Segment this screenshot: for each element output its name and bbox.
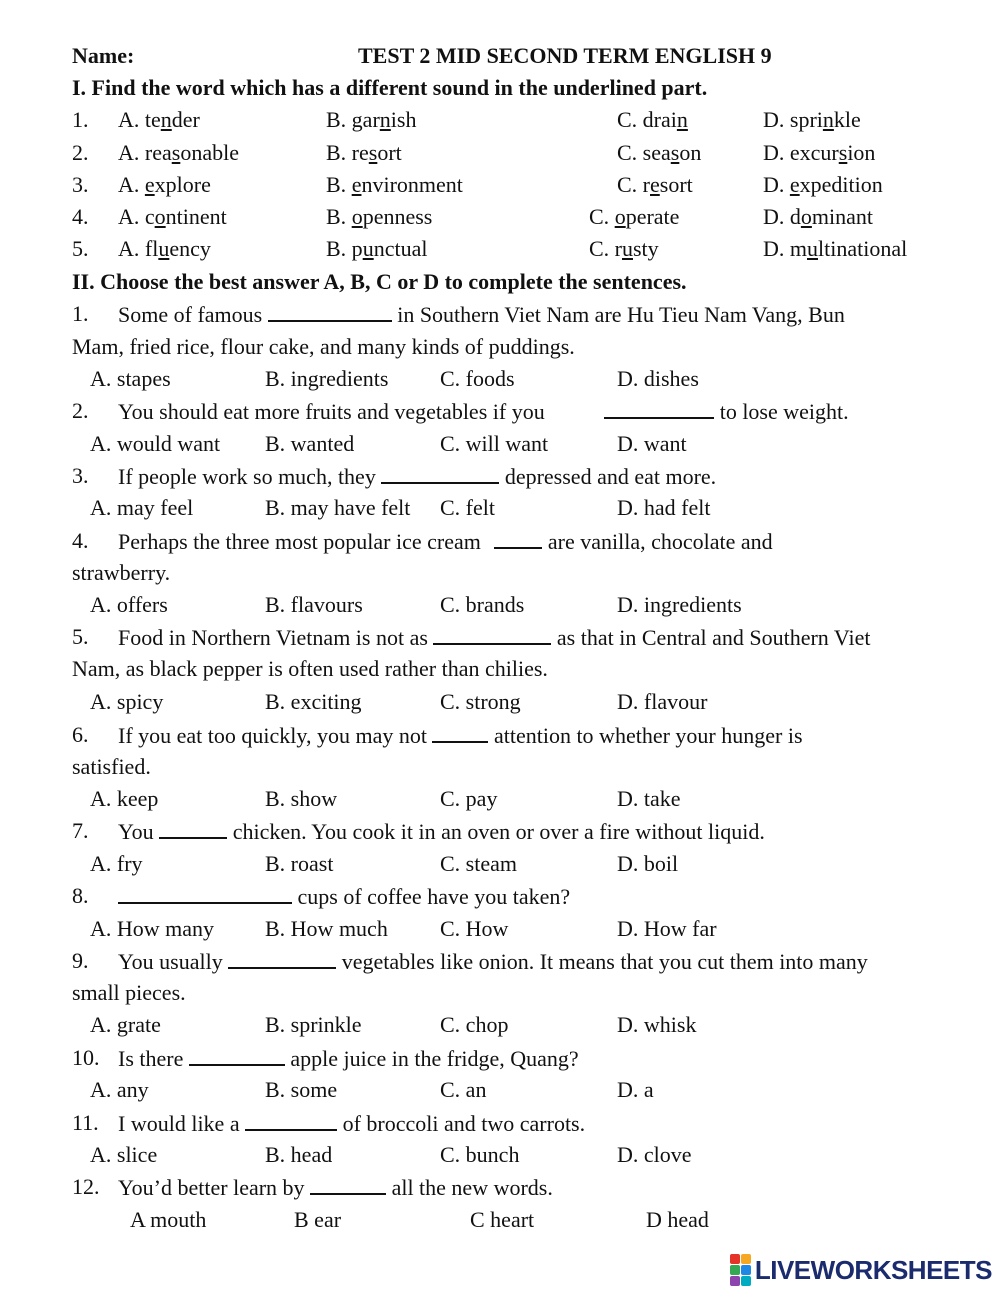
answer-option xyxy=(763,235,907,263)
underlined-part: s xyxy=(368,140,378,165)
option-text: C. drai xyxy=(617,107,677,132)
answer-option xyxy=(617,171,693,199)
question-number: 6. xyxy=(72,722,89,747)
answer-blank xyxy=(245,1109,337,1131)
option-text: A. xyxy=(118,172,145,197)
option-text: kle xyxy=(833,107,861,132)
question-stem xyxy=(118,623,870,652)
stem-text: vegetables like onion. It means that you cut them into many xyxy=(341,949,868,974)
answer-option: A. stapes xyxy=(90,366,171,391)
answer-option: C. brands xyxy=(440,592,525,617)
question-number: 5. xyxy=(72,236,89,261)
option-text: ltinational xyxy=(818,236,908,261)
stem-text: chicken. You cook it in an oven or over a fire without liquid. xyxy=(232,819,765,844)
answer-option: B. flavours xyxy=(265,592,363,617)
underlined-part: n xyxy=(379,107,391,132)
answer-option: B. some xyxy=(265,1077,338,1102)
answer-option: B ear xyxy=(294,1207,342,1232)
question-number: 10. xyxy=(72,1045,100,1070)
option-text: C. r xyxy=(589,236,622,261)
answer-option xyxy=(763,139,875,167)
answer-option: B. ingredients xyxy=(265,366,389,391)
option-text: D. spri xyxy=(763,107,823,132)
answer-blank xyxy=(494,527,542,549)
stem-text: Food in Northern Vietnam is not as xyxy=(118,625,428,650)
underlined-part: o xyxy=(614,204,626,229)
underlined-part: s xyxy=(171,140,181,165)
option-text: B. re xyxy=(326,140,369,165)
answer-blank xyxy=(228,947,336,969)
answer-option: C. strong xyxy=(440,689,521,714)
answer-option xyxy=(326,106,416,134)
question-stem xyxy=(118,397,849,426)
answer-option: D. whisk xyxy=(617,1012,697,1037)
underlined-part: e xyxy=(650,172,660,197)
option-text: penness xyxy=(362,204,433,229)
answer-option: D. want xyxy=(617,431,687,456)
stem-text: cups of coffee have you taken? xyxy=(297,884,571,909)
answer-blank xyxy=(159,817,227,839)
question-number: 5. xyxy=(72,624,89,649)
answer-option xyxy=(326,171,463,199)
answer-option xyxy=(617,139,701,167)
option-text: B. xyxy=(326,172,352,197)
option-text: ency xyxy=(169,236,211,261)
option-text: perate xyxy=(625,204,680,229)
underlined-part: o xyxy=(351,204,363,229)
answer-option: C. foods xyxy=(440,366,515,391)
answer-option: B. exciting xyxy=(265,689,362,714)
answer-blank xyxy=(432,721,488,743)
logo-square xyxy=(741,1254,751,1264)
option-text: B. xyxy=(326,204,352,229)
option-text: D. xyxy=(763,172,790,197)
logo-square xyxy=(741,1276,751,1286)
question-number: 2. xyxy=(72,140,89,165)
underlined-part: o xyxy=(800,204,812,229)
stem-text: You xyxy=(118,819,154,844)
question-number: 12. xyxy=(72,1174,100,1199)
answer-option: A. How many xyxy=(90,916,215,941)
stem-text: You usually xyxy=(118,949,223,974)
answer-blank xyxy=(381,462,499,484)
option-text: D. d xyxy=(763,204,801,229)
question-stem xyxy=(118,1109,585,1138)
answer-option: D. boil xyxy=(617,851,679,876)
option-text: D. excur xyxy=(763,140,839,165)
question-stem xyxy=(118,462,716,491)
stem-text: Is there xyxy=(118,1046,184,1071)
option-text: ish xyxy=(390,107,417,132)
option-text: nctual xyxy=(373,236,428,261)
answer-option xyxy=(589,235,659,263)
stem-text: are vanilla, chocolate and xyxy=(547,529,773,554)
logo-square xyxy=(730,1276,740,1286)
option-text: onable xyxy=(180,140,239,165)
logo-square xyxy=(741,1265,751,1275)
option-text: xplore xyxy=(154,172,211,197)
option-text: on xyxy=(679,140,702,165)
question-stem xyxy=(118,721,803,750)
question-number: 1. xyxy=(72,301,89,326)
stem-text: Perhaps the three most popular ice cream xyxy=(118,529,481,554)
answer-option xyxy=(326,235,427,263)
option-text: ion xyxy=(847,140,876,165)
question-stem xyxy=(118,817,765,846)
stem-text: apple juice in the fridge, Quang? xyxy=(290,1046,579,1071)
question-stem-continued: Nam, as black pepper is often used rather than chilies. xyxy=(72,656,548,681)
underlined-part: n xyxy=(160,107,172,132)
option-text: B. p xyxy=(326,236,363,261)
answer-blank xyxy=(268,300,392,322)
question-number: 4. xyxy=(72,528,89,553)
answer-option: D. had felt xyxy=(617,495,711,520)
option-text: C. xyxy=(589,204,615,229)
stem-text: I would like a xyxy=(118,1111,240,1136)
stem-text: If you eat too quickly, you may not xyxy=(118,723,427,748)
option-text: ntinent xyxy=(165,204,227,229)
answer-option: B. show xyxy=(265,786,338,811)
answer-option: C. will want xyxy=(440,431,549,456)
answer-option: C. pay xyxy=(440,786,498,811)
option-text: A. fl xyxy=(118,236,159,261)
underlined-part: s xyxy=(838,140,848,165)
brand-text: LIVEWORKSHEETS xyxy=(754,1254,992,1285)
underlined-part: n xyxy=(822,107,834,132)
answer-option: C. How xyxy=(440,916,509,941)
question-number: 7. xyxy=(72,818,89,843)
option-text: C. sea xyxy=(617,140,671,165)
answer-option: D. take xyxy=(617,786,681,811)
option-text: minant xyxy=(811,204,873,229)
question-number: 9. xyxy=(72,948,89,973)
answer-blank xyxy=(310,1173,386,1195)
answer-option xyxy=(118,139,239,167)
option-text: B. gar xyxy=(326,107,380,132)
stem-text: all the new words. xyxy=(391,1175,553,1200)
option-text: xpedition xyxy=(799,172,883,197)
answer-option: D. ingredients xyxy=(617,592,742,617)
answer-option xyxy=(617,106,688,134)
answer-option: C. steam xyxy=(440,851,517,876)
answer-option: D. clove xyxy=(617,1142,692,1167)
answer-option xyxy=(118,171,211,199)
answer-option xyxy=(589,203,679,231)
answer-option xyxy=(763,171,883,199)
answer-option: A. slice xyxy=(90,1142,158,1167)
answer-option: A. offers xyxy=(90,592,168,617)
answer-option: D. flavour xyxy=(617,689,708,714)
liveworksheets-logo-icon xyxy=(730,1254,751,1286)
question-number: 4. xyxy=(72,204,89,229)
answer-option: C. chop xyxy=(440,1012,509,1037)
part2-heading: II. Choose the best answer A, B, C or D to complete the sentences. xyxy=(72,269,687,294)
answer-option: B. How much xyxy=(265,916,388,941)
answer-option xyxy=(326,203,432,231)
logo-square xyxy=(730,1265,740,1275)
option-text: A. c xyxy=(118,204,155,229)
stem-text: to lose weight. xyxy=(719,399,849,424)
answer-option xyxy=(118,235,211,263)
liveworksheets-brand xyxy=(730,1254,992,1286)
part1-heading: I. Find the word which has a different sound in the underlined part. xyxy=(72,75,708,100)
answer-blank xyxy=(604,397,714,419)
answer-option: A. any xyxy=(90,1077,149,1102)
question-number: 11. xyxy=(72,1110,99,1135)
stem-text: of broccoli and two carrots. xyxy=(342,1111,586,1136)
test-title: TEST 2 MID SECOND TERM ENGLISH 9 xyxy=(358,43,772,68)
underlined-part: u xyxy=(807,236,818,261)
answer-option: A. grate xyxy=(90,1012,161,1037)
question-number: 3. xyxy=(72,172,89,197)
question-stem-continued: Mam, fried rice, flour cake, and many kinds of puddings. xyxy=(72,334,575,359)
question-number: 1. xyxy=(72,107,89,132)
answer-option: D. a xyxy=(617,1077,654,1102)
stem-text: depressed and eat more. xyxy=(504,464,717,489)
question-stem xyxy=(118,300,845,329)
option-text: C. r xyxy=(617,172,650,197)
answer-option xyxy=(326,139,402,167)
answer-option xyxy=(763,106,861,134)
question-stem-continued: satisfied. xyxy=(72,754,151,779)
answer-option: A. keep xyxy=(90,786,159,811)
answer-option: A. spicy xyxy=(90,689,164,714)
question-stem-continued: small pieces. xyxy=(72,980,186,1005)
stem-text: in Southern Viet Nam are Hu Tieu Nam Vang, Bun xyxy=(397,302,845,327)
underlined-part: e xyxy=(351,172,362,197)
stem-text: You’d better learn by xyxy=(118,1175,305,1200)
underlined-part: e xyxy=(144,172,155,197)
question-stem xyxy=(118,527,773,556)
question-stem xyxy=(118,947,868,976)
option-text: A. rea xyxy=(118,140,172,165)
underlined-part: n xyxy=(676,107,688,132)
answer-option: B. wanted xyxy=(265,431,355,456)
answer-option: C. an xyxy=(440,1077,487,1102)
underlined-part: u xyxy=(362,236,374,261)
underlined-part: o xyxy=(154,204,166,229)
answer-option: A. would want xyxy=(90,431,221,456)
stem-text: as that in Central and Southern Viet xyxy=(556,625,871,650)
answer-option xyxy=(118,203,227,231)
answer-option: D. dishes xyxy=(617,366,699,391)
answer-blank xyxy=(433,623,551,645)
answer-option: C. felt xyxy=(440,495,495,520)
answer-option: B. sprinkle xyxy=(265,1012,362,1037)
logo-square xyxy=(730,1254,740,1264)
option-text: sort xyxy=(659,172,693,197)
question-stem xyxy=(118,1044,579,1073)
question-stem xyxy=(118,1173,553,1202)
stem-text: You should eat more fruits and vegetables if you xyxy=(118,399,545,424)
answer-option: C heart xyxy=(470,1207,535,1232)
stem-text: Some of famous xyxy=(118,302,263,327)
stem-text: attention to whether your hunger is xyxy=(493,723,803,748)
stem-text: If people work so much, they xyxy=(118,464,376,489)
underlined-part: e xyxy=(789,172,800,197)
question-number: 2. xyxy=(72,398,89,423)
answer-option: A. fry xyxy=(90,851,143,876)
option-text: ort xyxy=(377,140,402,165)
question-stem-continued: strawberry. xyxy=(72,560,171,585)
answer-option xyxy=(118,106,200,134)
answer-option: D head xyxy=(646,1207,709,1232)
question-number: 3. xyxy=(72,463,89,488)
answer-option: B. roast xyxy=(265,851,334,876)
answer-option: B. may have felt xyxy=(265,495,411,520)
answer-blank xyxy=(189,1044,285,1066)
underlined-part: u xyxy=(158,236,170,261)
answer-option: D. How far xyxy=(617,916,717,941)
option-text: der xyxy=(171,107,200,132)
underlined-part: u xyxy=(622,236,633,261)
answer-option xyxy=(763,203,873,231)
answer-blank xyxy=(118,882,292,904)
option-text: D. m xyxy=(763,236,807,261)
option-text: nvironment xyxy=(361,172,463,197)
answer-option: A. may feel xyxy=(90,495,194,520)
question-number: 8. xyxy=(72,883,89,908)
question-stem xyxy=(118,882,570,911)
answer-option: C. bunch xyxy=(440,1142,520,1167)
option-text: sty xyxy=(633,236,659,261)
option-text: A. te xyxy=(118,107,161,132)
answer-option: B. head xyxy=(265,1142,333,1167)
underlined-part: s xyxy=(670,140,680,165)
name-label: Name: xyxy=(72,43,135,68)
answer-option: A mouth xyxy=(130,1207,207,1232)
